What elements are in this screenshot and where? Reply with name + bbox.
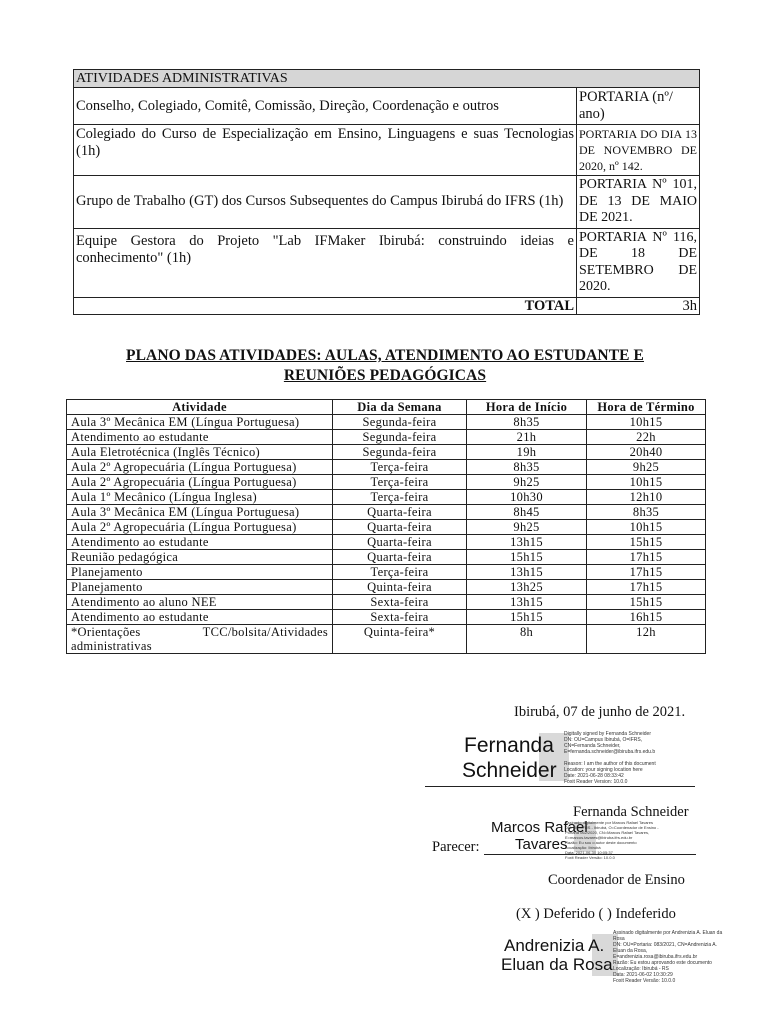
schedule-end: 17h15 [587, 565, 706, 580]
schedule-row [67, 610, 706, 625]
signature-meta-line: Foxit Reader Version: 10.0.0 [564, 779, 628, 785]
signature-meta-line: Eluan da Rosa, [613, 948, 648, 954]
schedule-start: 15h15 [467, 550, 587, 565]
schedule-day: Quinta-feira* [333, 625, 467, 654]
schedule-header-row [67, 400, 706, 415]
schedule-end: 12h [587, 625, 706, 654]
schedule-row [67, 595, 706, 610]
signature-meta-line: Data: 2021-06-30 10:05:37 [565, 850, 613, 855]
schedule-activity: Planejamento [67, 565, 333, 580]
schedule-activity: Aula 2º Agropecuária (Língua Portuguesa) [67, 475, 333, 490]
admin-activity: Colegiado do Curso de Especialização em Ensino, Linguagens e suas Tecnologias (1h) [74, 125, 577, 176]
schedule-row [67, 580, 706, 595]
admin-portaria: PORTARIA Nº 116, DE 18 DE SETEMBRO DE 2020. [577, 228, 700, 297]
schedule-activity: Atendimento ao aluno NEE [67, 595, 333, 610]
signature-meta-line: Foxit Reader Versão: 10.0.0 [613, 978, 676, 984]
schedule-end: 10h15 [587, 415, 706, 430]
signature-meta-line: E=fernanda.schneider@ibiruba.ifrs.edu.b [564, 749, 656, 755]
signature-meta-line: E=marcos.tavares@ibiruba.ifrs.edu.br [565, 835, 633, 840]
schedule-end: 16h15 [587, 610, 706, 625]
schedule-day: Terça-feira [333, 475, 467, 490]
schedule-body [67, 415, 706, 625]
signature-meta-line: Digitally signed by Fernanda Schneider [564, 731, 651, 737]
signature-meta-line: Assinado digitalmente por Marcos Rafael Tavares [565, 820, 653, 825]
schedule-day: Quarta-feira [333, 505, 467, 520]
signature-meta-line: Data: 2021-06-02 10:30:29 [613, 972, 673, 978]
schedule-start: 13h15 [467, 535, 587, 550]
admin-section-title: ATIVIDADES ADMINISTRATIVAS [74, 70, 700, 88]
signature3-name-line2: Eluan da Rosa [501, 955, 613, 974]
schedule-end: 22h [587, 430, 706, 445]
schedule-start: 13h25 [467, 580, 587, 595]
schedule-activity: Aula Eletrotécnica (Inglês Técnico) [67, 445, 333, 460]
schedule-activity: Atendimento ao estudante [67, 610, 333, 625]
schedule-start: 15h15 [467, 610, 587, 625]
schedule-row [67, 475, 706, 490]
schedule-day: Quarta-feira [333, 535, 467, 550]
signature-meta-line: DN: OU=IFRS - Ibirubá, O=Coordenador de Ensino - [565, 825, 659, 830]
schedule-row-last [67, 625, 706, 654]
admin-row [74, 125, 700, 176]
signature-meta-line: Date: 2021-06-28 08:33:42 [564, 773, 624, 779]
signature-meta-line: Location: your signing location here [564, 767, 643, 773]
schedule-day: Sexta-feira [333, 595, 467, 610]
admin-activities-table [73, 69, 700, 315]
schedule-start: 8h45 [467, 505, 587, 520]
coordinator-role: Coordenador de Ensino [548, 872, 685, 888]
schedule-start: 19h [467, 445, 587, 460]
admin-row [74, 228, 700, 297]
schedule-day: Segunda-feira [333, 445, 467, 460]
signature-meta-line: CN=Fernanda Schneider, [564, 743, 621, 749]
schedule-day: Quarta-feira [333, 550, 467, 565]
admin-total-row [74, 297, 700, 314]
signature-meta-line: Assinado digitalmente por Andrenizia A. Eluan da [613, 930, 723, 936]
schedule-row [67, 550, 706, 565]
admin-column-header-row [74, 88, 700, 125]
schedule-day: Terça-feira [333, 565, 467, 580]
schedule-end: 15h15 [587, 595, 706, 610]
schedule-activity: Aula 2º Agropecuária (Língua Portuguesa) [67, 520, 333, 535]
activities-schedule-table [66, 399, 706, 654]
schedule-start: 8h35 [467, 460, 587, 475]
signature-meta-line: DN: OU=Campus Ibirubá, O=IFRS, [564, 737, 643, 743]
schedule-start: 8h35 [467, 415, 587, 430]
schedule-row [67, 445, 706, 460]
schedule-start: 10h30 [467, 490, 587, 505]
schedule-activity: Aula 2º Agropecuária (Língua Portuguesa) [67, 460, 333, 475]
schedule-row [67, 460, 706, 475]
schedule-activity: Planejamento [67, 580, 333, 595]
signature-meta-line: Reason: I am the author of this document [564, 761, 656, 767]
schedule-end: 8h35 [587, 505, 706, 520]
schedule-end: 17h15 [587, 580, 706, 595]
signature-meta-line: Portaria 062/2020, CN=Marcos Rafael Tavares, [565, 830, 650, 835]
schedule-end: 10h15 [587, 475, 706, 490]
header-day: Dia da Semana [333, 400, 467, 415]
schedule-day: Segunda-feira [333, 430, 467, 445]
schedule-activity: Aula 1º Mecânico (Língua Inglesa) [67, 490, 333, 505]
signature-meta-line: Localização: Ibirubá [565, 845, 601, 850]
admin-activity: Grupo de Trabalho (GT) dos Cursos Subsequentes do Campus Ibirubá do IFRS (1h) [74, 176, 577, 229]
plan-title: PLANO DAS ATIVIDADES: AULAS, ATENDIMENTO AO ESTUDANTE E REUNIÕES PEDAGÓGICAS [126, 347, 644, 384]
schedule-activity: Atendimento ao estudante [67, 430, 333, 445]
schedule-start: 13h15 [467, 565, 587, 580]
schedule-row [67, 505, 706, 520]
header-end: Hora de Término [587, 400, 706, 415]
admin-row [74, 176, 700, 229]
schedule-end: 9h25 [587, 460, 706, 475]
schedule-day: Quarta-feira [333, 520, 467, 535]
schedule-activity: Aula 3º Mecânica EM (Língua Portuguesa) [67, 505, 333, 520]
signature3-name-line1: Andrenizia A. [504, 936, 605, 955]
header-activity: Atividade [67, 400, 333, 415]
schedule-end: 12h10 [587, 490, 706, 505]
admin-total-label: TOTAL [74, 297, 577, 314]
schedule-day: Quinta-feira [333, 580, 467, 595]
portaria-column-header: PORTARIA (nº/ ano) [577, 88, 700, 125]
parecer-label: Parecer: [432, 839, 480, 855]
decision-options: (X ) Deferido ( ) Indeferido [516, 906, 676, 922]
signature2-line [484, 854, 696, 855]
admin-portaria: PORTARIA Nº 101, DE 13 DE MAIO DE 2021. [577, 176, 700, 229]
signature1-line [425, 786, 695, 787]
signature2-name-line1: Marcos Rafael [491, 819, 588, 836]
schedule-row [67, 565, 706, 580]
signature-meta-line: Razão: Eu estou aprovando este documento [613, 960, 712, 966]
signature-meta-line: Razão: Eu sou o autor deste documento [565, 840, 637, 845]
schedule-activity: Aula 3º Mecânica EM (Língua Portuguesa) [67, 415, 333, 430]
signature-meta-line: E=andrenizia.rosa@ibiruba.ifrs.edu.br [613, 954, 698, 960]
signature1-name-line2: Schneider [462, 759, 557, 782]
schedule-day: Terça-feira [333, 490, 467, 505]
signature-meta-line: Rosa [613, 936, 625, 942]
schedule-row [67, 535, 706, 550]
schedule-end: 15h15 [587, 535, 706, 550]
schedule-row [67, 415, 706, 430]
admin-activity: Equipe Gestora do Projeto "Lab IFMaker Ibirubá: construindo ideias e conhecimento" (1h) [74, 228, 577, 297]
admin-section-title-row [74, 70, 700, 88]
signature3-metadata [613, 930, 722, 984]
schedule-start: 13h15 [467, 595, 587, 610]
schedule-activity: Atendimento ao estudante [67, 535, 333, 550]
schedule-day: Sexta-feira [333, 610, 467, 625]
signature-meta-line: DN: OU=Portaria: 083/2021, CN=Andrenizia A. [613, 942, 717, 948]
place-date: Ibirubá, 07 de junho de 2021. [514, 704, 686, 720]
signature1-metadata [564, 731, 656, 785]
signature1-name-line1: Fernanda [464, 734, 554, 757]
schedule-activity: Reunião pedagógica [67, 550, 333, 565]
schedule-row [67, 430, 706, 445]
schedule-start: 21h [467, 430, 587, 445]
signature-meta-line: Localização: Ibirubá - RS [613, 966, 669, 972]
schedule-start: 9h25 [467, 475, 587, 490]
schedule-day: Terça-feira [333, 460, 467, 475]
signature2-name-line2: Tavares [515, 836, 568, 853]
signature-meta-line: Foxit Reader Versão: 10.0.0 [565, 855, 615, 860]
schedule-end: 17h15 [587, 550, 706, 565]
schedule-end: 20h40 [587, 445, 706, 460]
schedule-day: Segunda-feira [333, 415, 467, 430]
signature1-printed-name: Fernanda Schneider [573, 804, 689, 820]
schedule-start: 8h [467, 625, 587, 654]
schedule-row [67, 490, 706, 505]
schedule-end: 10h15 [587, 520, 706, 535]
admin-total-value: 3h [577, 297, 700, 314]
header-start: Hora de Início [467, 400, 587, 415]
admin-column-header: Conselho, Colegiado, Comitê, Comissão, Direção, Coordenação e outros [74, 88, 577, 125]
schedule-activity: *Orientações TCC/bolsita/Atividades administrativas [71, 625, 328, 653]
admin-portaria: PORTARIA DO DIA 13 DE NOVEMBRO DE 2020, nº 142. [577, 125, 700, 176]
schedule-row [67, 520, 706, 535]
schedule-start: 9h25 [467, 520, 587, 535]
